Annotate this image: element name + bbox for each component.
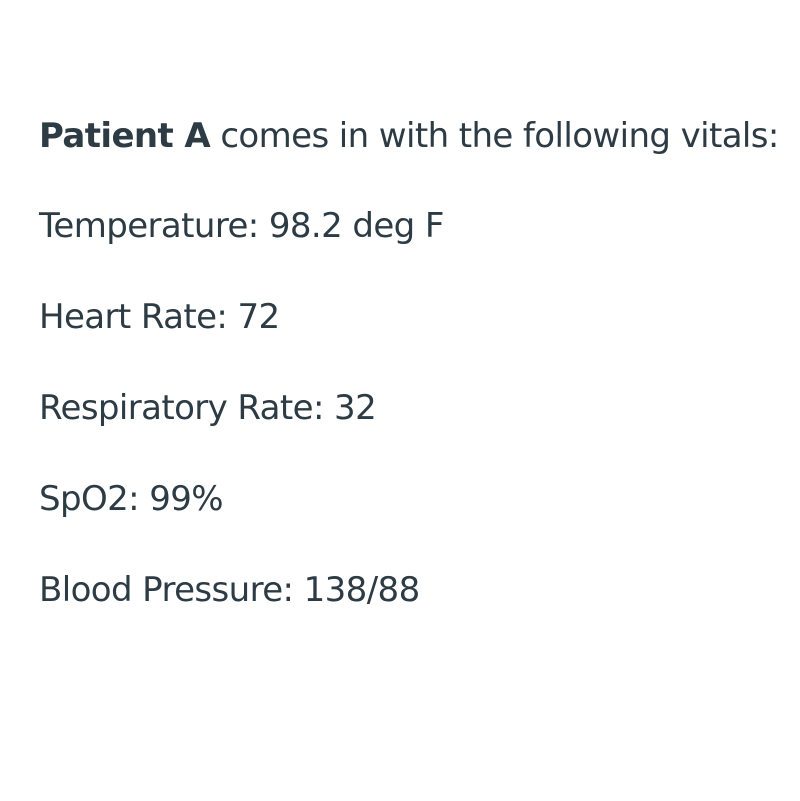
vital-heart-rate: Heart Rate: 72 <box>39 297 280 337</box>
intro-text: comes in with the following vitals: <box>210 116 779 156</box>
vital-blood-pressure: Blood Pressure: 138/88 <box>39 570 420 610</box>
vital-spo2: SpO2: 99% <box>39 479 223 519</box>
patient-name: Patient A <box>39 116 211 156</box>
intro-paragraph <box>39 106 779 166</box>
vital-respiratory-rate: Respiratory Rate: 32 <box>39 388 377 428</box>
vital-temperature: Temperature: 98.2 deg F <box>39 206 444 246</box>
question-content <box>39 106 779 621</box>
